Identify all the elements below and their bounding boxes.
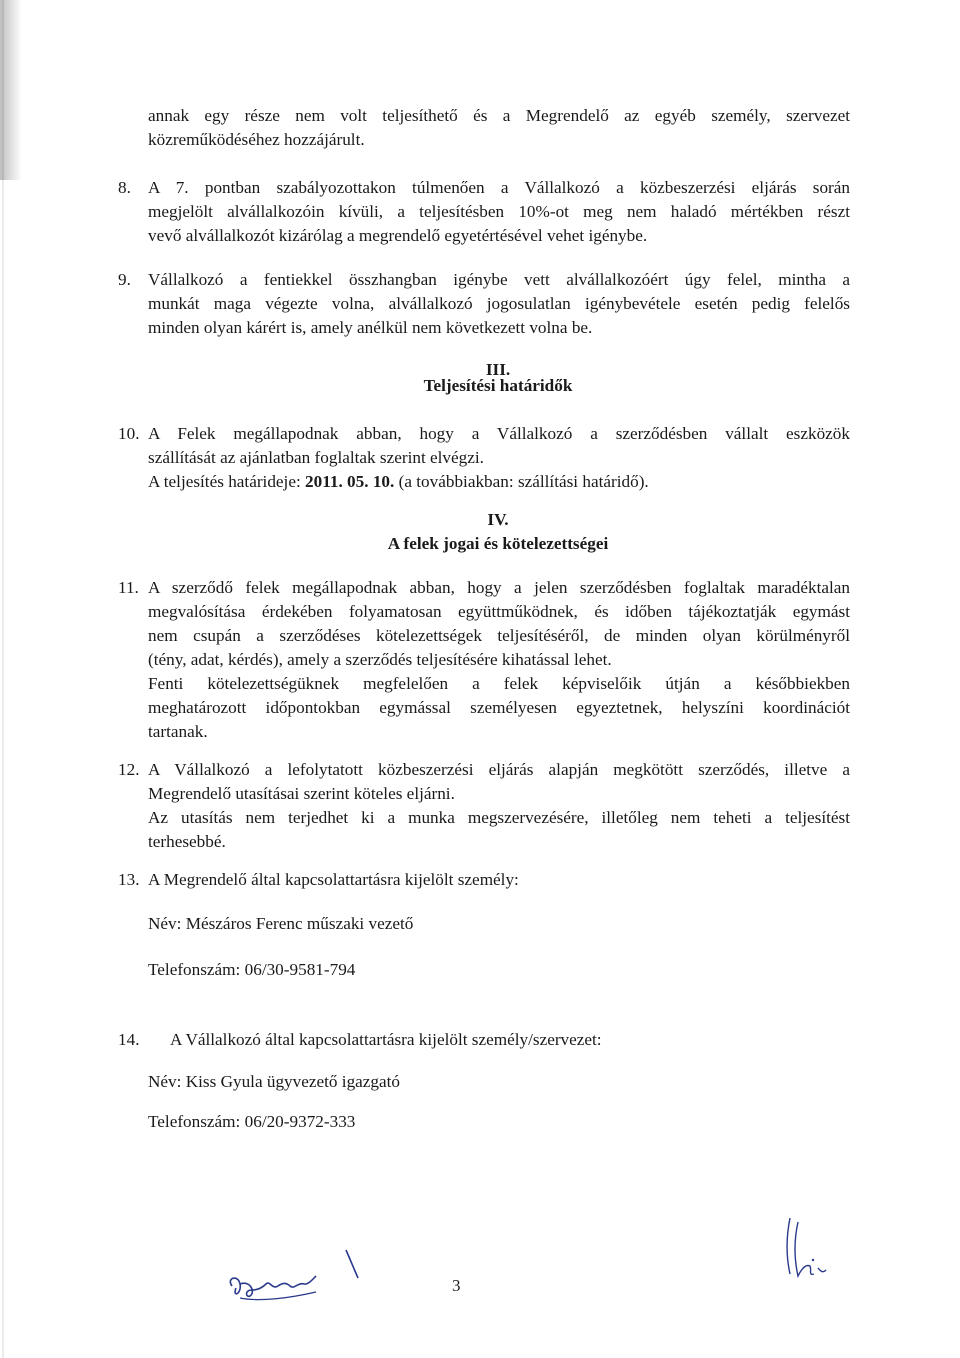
text-line: A Felek megállapodnak abban, hogy a Vállalkozó a szerződésben vállalt eszközök: [148, 424, 850, 443]
paragraph-10: [148, 422, 850, 494]
text-line: tartanak.: [148, 722, 208, 741]
contact-phone-13: Telefonszám: 06/30-9581-794: [148, 960, 356, 979]
text-line: Vállalkozó a fentiekkel összhangban igénybe vett alvállalkozóért úgy felel, mintha a: [148, 270, 850, 289]
deadline-date: 2011. 05. 10.: [305, 472, 395, 491]
signature-right: [768, 1210, 848, 1290]
paragraph-number-10: 10.: [118, 424, 140, 443]
text-line: A Vállalkozó a lefolytatott közbeszerzési eljárás alapján megkötött szerződés, illetve a: [148, 760, 850, 779]
contact-name-14: Név: Kiss Gyula ügyvezető igazgató: [148, 1072, 401, 1091]
page-number: 3: [452, 1276, 461, 1295]
text-line: munkát maga végezte volna, alvállalkozó jogosulatlan igénybevétele esetén pedig felelős: [148, 294, 850, 313]
paragraph-number-13: 13.: [118, 870, 140, 889]
paragraph-intro: [148, 104, 850, 152]
paragraph-number-8: 8.: [118, 178, 131, 197]
paragraph-number-12: 12.: [118, 760, 140, 779]
paragraph-9: [148, 268, 850, 340]
text-line: (tény, adat, kérdés), amely a szerződés teljesítésére kihatással lehet.: [148, 650, 612, 669]
paragraph-number-9: 9.: [118, 270, 131, 289]
section-3-number: III.: [485, 360, 511, 379]
contact-intro-14: A Vállalkozó által kapcsolattartásra kijelölt személy/szervezet:: [170, 1030, 602, 1049]
text-line: megvalósítása érdekében folyamatosan együttműködnek, és időben tájékoztatják egymást: [148, 602, 850, 621]
text-line: meghatározott időpontokban egymással személyesen egyeztetnek, helyszíni koordinációt: [148, 698, 850, 717]
text-line: Az utasítás nem terjedhet ki a munka megszervezésére, illetőleg nem teheti a teljesítést: [148, 808, 850, 827]
text-line: terhesebbé.: [148, 832, 226, 851]
contact-name-13: Név: Mészáros Ferenc műszaki vezető: [148, 914, 414, 933]
section-4-number: IV.: [487, 510, 509, 529]
paragraph-8: [148, 176, 850, 248]
scan-edge-line: [2, 0, 4, 1358]
paragraph-number-11: 11.: [118, 578, 139, 597]
text-line: Fenti kötelezettségüknek megfelelően a felek képviselőik útján a későbbiekben: [148, 674, 850, 693]
text-line: közreműködéséhez hozzájárult.: [148, 130, 365, 149]
deadline-suffix: (a továbbiakban: szállítási határidő).: [394, 472, 649, 491]
contact-phone-14: Telefonszám: 06/20-9372-333: [148, 1112, 356, 1131]
text-line: szállítását az ajánlatban foglaltak szerint elvégzi.: [148, 448, 484, 467]
text-line: megjelölt alvállalkozóin kívüli, a teljesítésben 10%-ot meg nem haladó mértékben részt: [148, 202, 850, 221]
paragraph-12: [148, 758, 850, 854]
section-3-title: Teljesítési határidők: [423, 376, 573, 395]
section-4-title: A felek jogai és kötelezettségei: [387, 534, 609, 553]
text-line: minden olyan kárért is, amely anélkül nem következett volna be.: [148, 318, 593, 337]
contact-intro-13: A Megrendelő által kapcsolattartásra kijelölt személy:: [148, 870, 519, 889]
deadline-prefix: A teljesítés határideje:: [148, 472, 306, 491]
paragraph-11: [148, 576, 850, 744]
deadline-line: [148, 470, 850, 494]
paragraph-number-14: 14.: [118, 1030, 140, 1049]
text-line: A szerződő felek megállapodnak abban, hogy a jelen szerződésben foglaltak maradéktalan: [148, 578, 850, 597]
text-line: annak egy része nem volt teljesíthető és a Megrendelő az egyéb személy, szervezet: [148, 106, 850, 125]
text-line: Megrendelő utasításai szerint köteles eljárni.: [148, 784, 455, 803]
signature-left: [220, 1232, 390, 1322]
text-line: vevő alvállalkozót kizárólag a megrendelő egyetértésével vehet igénybe.: [148, 226, 648, 245]
text-line: A 7. pontban szabályozottakon túlmenően a Vállalkozó a közbeszerzési eljárás során: [148, 178, 850, 197]
text-line: nem csupán a szerződéses kötelezettségek teljesítéséről, de minden olyan körülményről: [148, 626, 850, 645]
